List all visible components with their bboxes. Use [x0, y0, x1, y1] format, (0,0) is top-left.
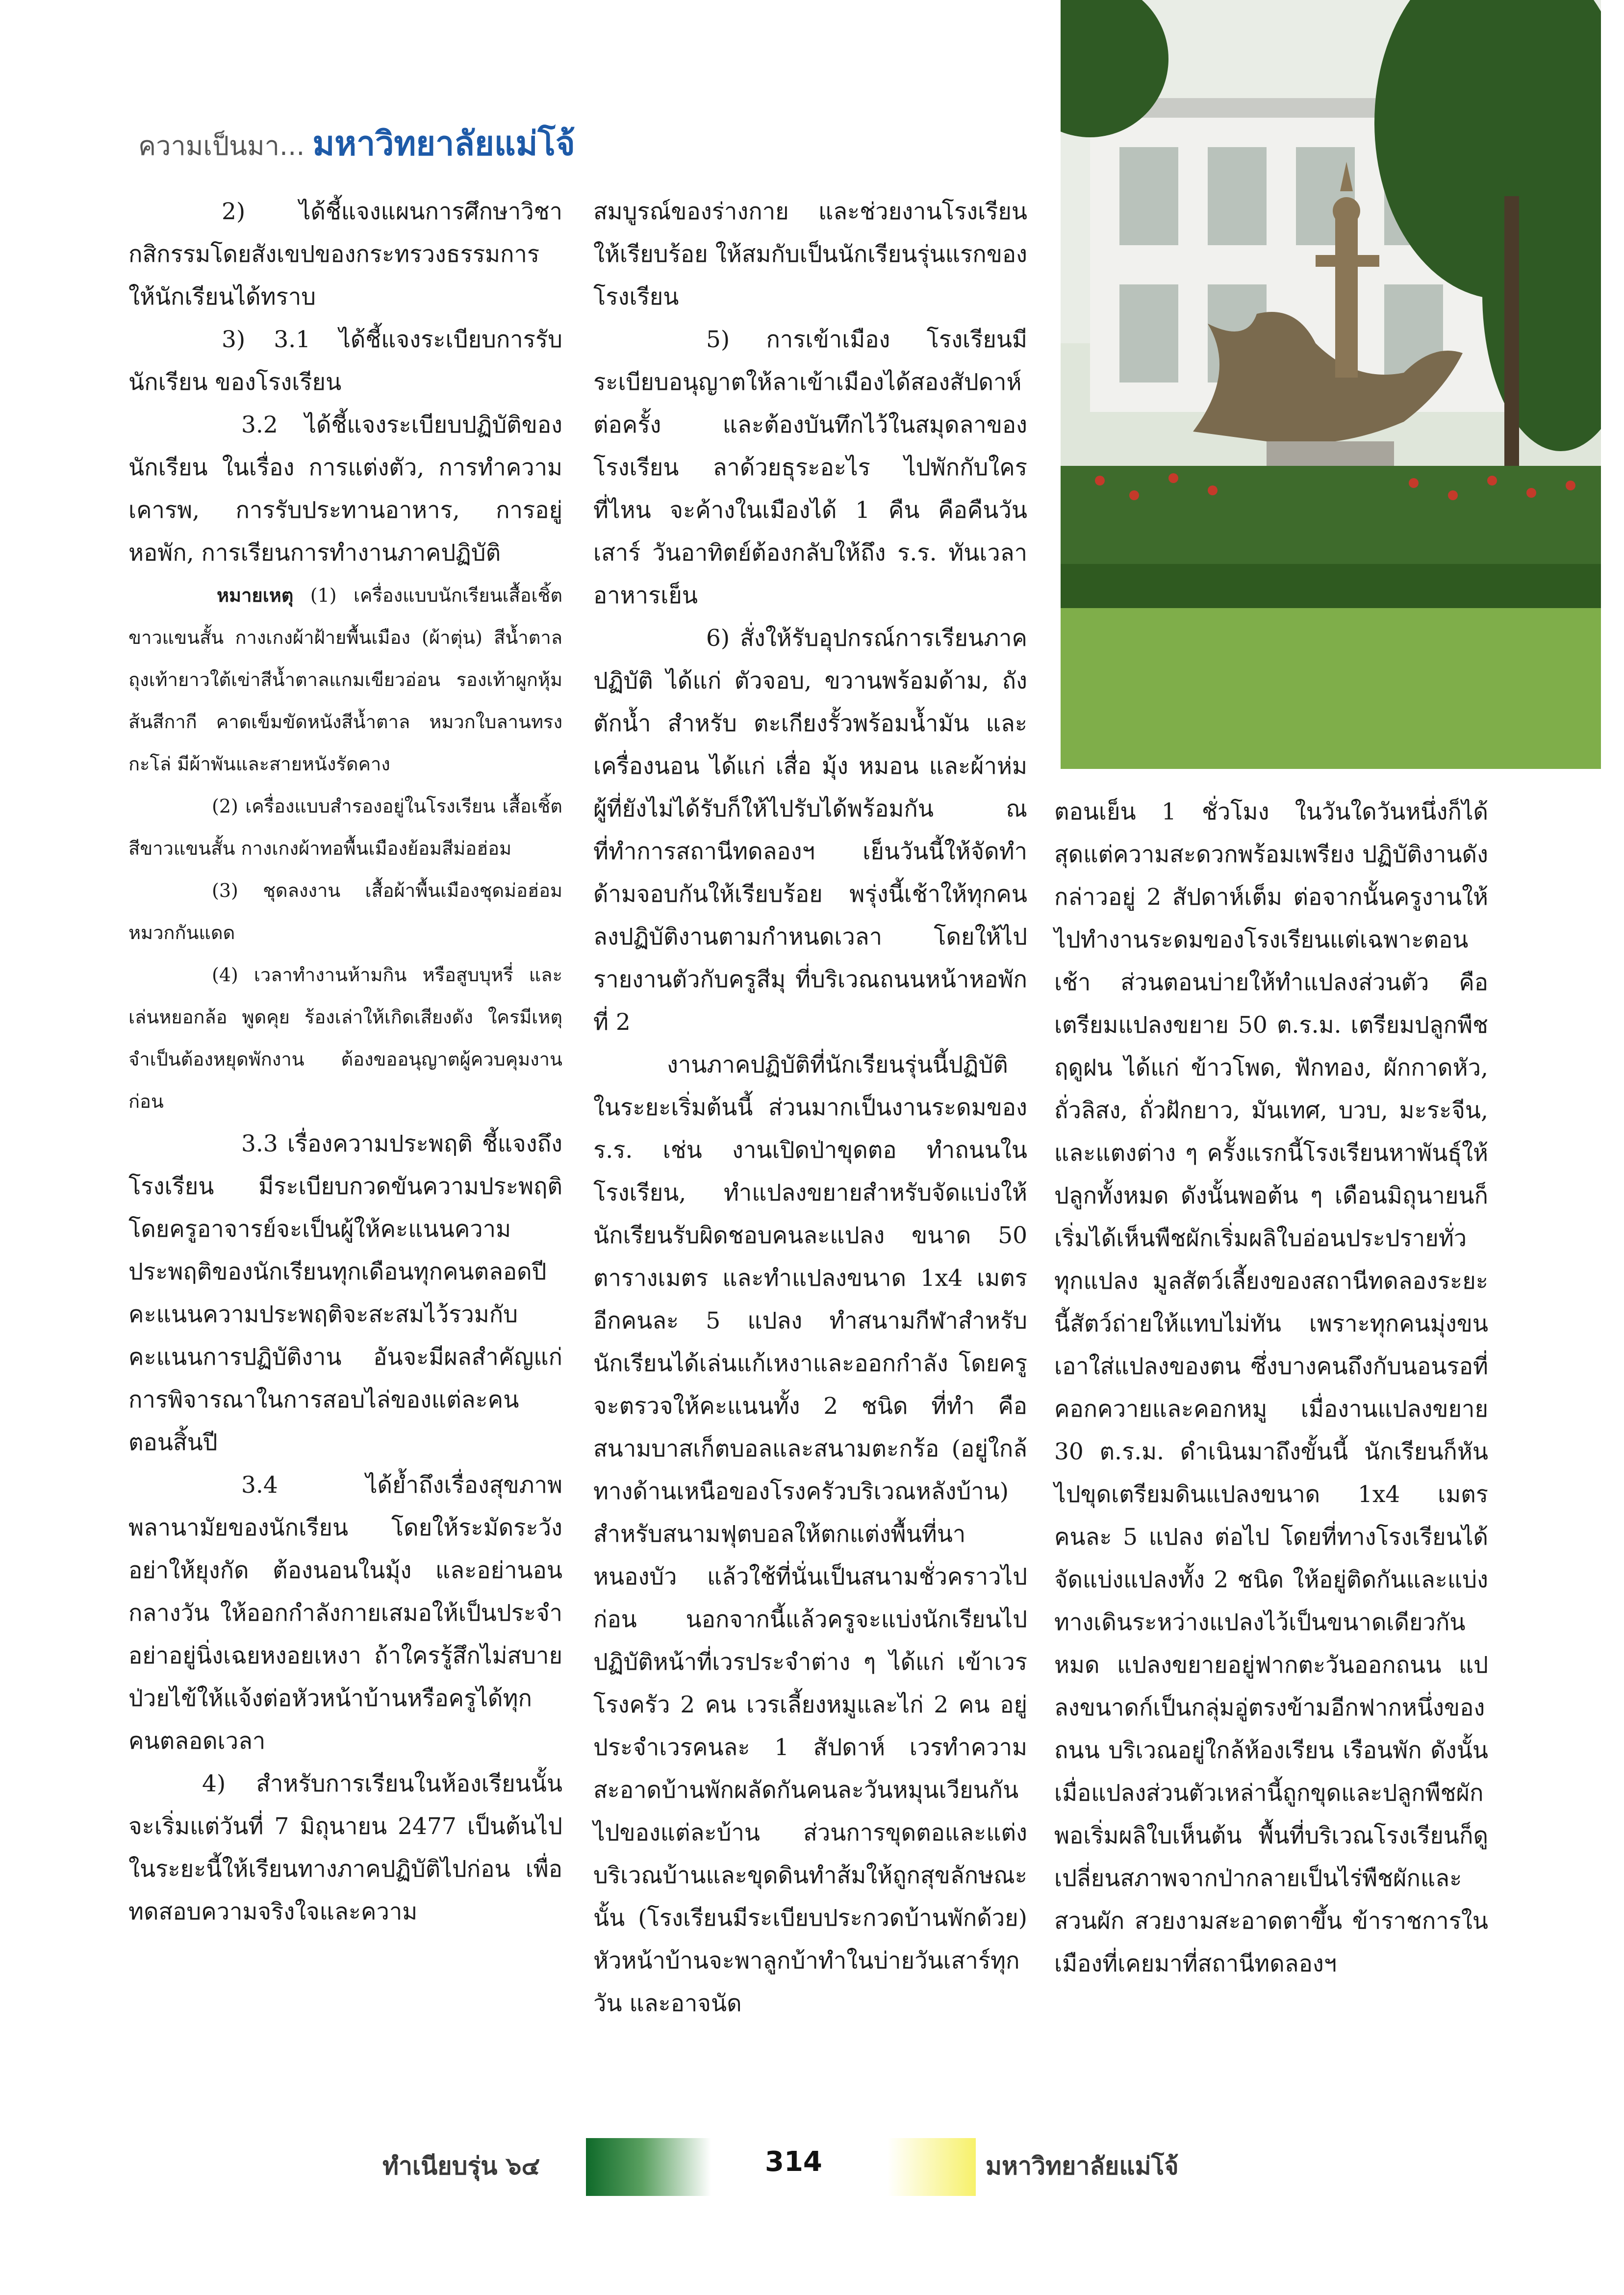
paragraph: 3.2 ได้ชี้แจงระเบียบปฏิบัติของนักเรียน ในเรื่อง การแต่งตัว, การทำความเคารพ, การรับประทานอาหาร, การอยู่หอพัก, การเรียนการทำงานภาคปฏิบัติ — [128, 411, 562, 566]
paragraph: งานภาคปฏิบัติที่นักเรียนรุ่นนี้ปฏิบัติในระยะเริ่มต้นนี้ ส่วนมากเป็นงานระดมของ ร.ร. เช่น งานเปิดป่าขุดตอ ทำถนนในโรงเรียน, ทำแปลงขยายสำหรับจัดแบ่งให้นักเรียนรับผิดชอบคนละแปลง ขนาด 50 ตารางเมตร และทำแปลงขนาด 1x4 เมตร อีกคนละ 5 แปลง ทำสนามกีฬาสำหรับนักเรียนได้เล่นแก้เหงาและออกกำลัง โดยครูจะตรวจให้คะแนนทั้ง 2 ชนิด ที่ทำ คือ สนามบาสเก็ตบอลและสนามตะกร้อ (อยู่ใกล้ทางด้านเหนือของโรงครัวบริเวณหลังบ้าน) สำหรับสนามฟุตบอลให้ตกแต่งพื้นที่นาหนองบัว แล้วใช้ที่นั่นเป็นสนามชั่วคราวไปก่อน นอกจากนี้แล้วครูจะแบ่งนักเรียนไปปฏิบัติหน้าที่เวรประจำต่าง ๆ ได้แก่ เข้าเวรโรงครัว 2 คน เวรเลี้ยงหมูและไก่ 2 คน อยู่ประจำเวรคนละ 1 สัปดาห์ เวรทำความสะอาดบ้านพักผลัดกันคนละวันหมุนเวียนกันไปของแต่ละบ้าน ส่วนการขุดตอและแต่งบริเวณบ้านและขุดดินทำส้มให้ถูกสุขลักษณะนั้น (โรงเรียนมีระเบียบประกวดบ้านพักด้วย) หัวหน้าบ้านจะพาลูกบ้าทำในบ่ายวันเสาร์ทุกวัน และอาจนัด — [593, 1051, 1027, 2017]
footer-yellow-gradient — [888, 2138, 976, 2196]
paragraph: ตอนเย็น 1 ชั่วโมง ในวันใดวันหนึ่งก็ได้ สุดแต่ความสะดวกพร้อมเพรียง ปฏิบัติงานดังกล่าวอยู่ 2 สัปดาห์เต็ม ต่อจากนั้นครูงานให้ไปทำงานระดมของโรงเรียนแต่เฉพาะตอนเช้า ส่วนตอนบ่ายให้ทำแปลงส่วนตัว คือเตรียมแปลงขยาย 50 ต.ร.ม. เตรียมปลูกพืชฤดูฝน ได้แก่ ข้าวโพด, ฟักทอง, ผักกาดหัว, ถั่วลิสง, ถั่วฝักยาว, มันเทศ, บวบ, มะระจีน, และแตงต่าง ๆ ครั้งแรกนี้โรงเรียนหาพันธุ์ให้ปลูกทั้งหมด ดังนั้นพอต้น ๆ เดือนมิถุนายนก็เริ่มได้เห็นพืชผักเริ่มผลิใบอ่อนประปรายทั่วทุกแปลง มูลสัตว์เลี้ยงของสถานีทดลองระยะนี้สัตว์ถ่ายให้แทบไม่ทัน เพราะทุกคนมุ่งขนเอาใส่แปลงของตน ซึ่งบางคนถึงกับนอนรอที่คอกควายและคอกหมู เมื่องานแปลงขยาย 30 ต.ร.ม. ดำเนินมาถึงขั้นนี้ นักเรียนก็หันไปขุดเตรียมดินแปลงขนาด 1x4 เมตร คนละ 5 แปลง ต่อไป โดยที่ทางโรงเรียนได้จัดแบ่งแปลงทั้ง 2 ชนิด ให้อยู่ติดกันและแบ่งทางเดินระหว่างแปลงไว้เป็นขนาดเดียวกันหมด แปลงขยายอยู่ฟากตะวันออกถนน แปลงขนาดก์เป็นกลุ่มอู่ตรงข้ามอีกฟากหนึ่งของถนน บริเวณอยู่ใกล้ห้องเรียน เรือนพัก ดังนั้นเมื่อแปลงส่วนตัวเหล่านี้ถูกขุดและปลูกพืชผักพอเริ่มผลิใบเห็นต้น พื้นที่บริเวณโรงเรียนก็ดูเปลี่ยนสภาพจากป่ากลายเป็นไร่พืชผักและสวนผัก สวยงามสะอาดตาขึ้น ข้าราชการในเมืองที่เคยมาที่สถานีทดลองฯ — [1054, 798, 1488, 1977]
text-column-3 — [1054, 790, 1488, 1985]
header-title: มหาวิทยาลัยแม่โจ้ — [312, 125, 575, 163]
note-label: หมายเหตุ — [217, 584, 294, 606]
footer-university: มหาวิทยาลัยแม่โจ้ — [986, 2152, 1179, 2180]
low-hedge — [1061, 564, 1601, 608]
page-number: 314 — [765, 2146, 822, 2178]
note-item: (2) เครื่องแบบสำรองอยู่ในโรงเรียน เสื้อเชิ้ตสีขาวแขนสั้น กางเกงผ้าทอพื้นเมืองย้อมสีม่อฮ่อม — [128, 795, 562, 859]
footer-publication: ทำเนียบรุ่น ๖๔ — [382, 2152, 540, 2180]
paragraph: 3.4 ได้ย้ำถึงเรื่องสุขภาพพลานามัยของนักเรียน โดยให้ระมัดระวังอย่าให้ยุงกัด ต้องนอนในมุ้ง และอย่านอนกลางวัน ให้ออกกำลังกายเสมอให้เป็นประจำ อย่าอยู่นิ่งเฉยหงอยเหงา ถ้าใครรู้สึกไม่สบายป่วยไข้ให้แจ้งต่อหัวหน้าบ้านหรือครูได้ทุกคนตลอดเวลา — [128, 1472, 562, 1755]
note-item: (4) เวลาทำงานห้ามกิน หรือสูบบุหรี่ และเล่นหยอกล้อ พูดคุย ร้องเล่าให้เกิดเสียงดัง ใครมีเหตุจำเป็นต้องหยุดพักงาน ต้องขออนุญาตผู้ควบคุมงานก่อน — [128, 964, 562, 1112]
paragraph: 3.3 เรื่องความประพฤติ ชี้แจงถึงโรงเรียน มีระเบียบกวดขันความประพฤติ โดยครูอาจารย์จะเป็นผู้ให้คะแนนความประพฤติของนักเรียนทุกเดือนทุกคนตลอดปี คะแนนความประพฤติจะสะสมไว้รวมกับคะแนนการปฏิบัติงาน อันจะมีผลสำคัญแก่การพิจารณาในการสอบไล่ของแต่ละคนตอนสิ้นปี — [128, 1130, 562, 1456]
hedge — [1061, 466, 1601, 564]
paragraph: 4) สำหรับการเรียนในห้องเรียนนั้น จะเริ่มแต่วันที่ 7 มิถุนายน 2477 เป็นต้นไป ในระยะนี้ให้เรียนทางภาคปฏิบัติไปก่อน เพื่อทดสอบความจริงใจและความ — [128, 1770, 562, 1925]
header-prefix: ความเป็นมา... — [138, 130, 305, 161]
photo-illustration — [1061, 0, 1601, 769]
note-paragraph — [128, 574, 562, 785]
paragraph: 2) ได้ชี้แจงแผนการศึกษาวิชากสิกรรมโดยสังเขปของกระทรวงธรรมการให้นักเรียนได้ทราบ — [128, 198, 562, 310]
note-item: (1) เครื่องแบบนักเรียนเสื้อเชิ้ตขาวแขนสั้น กางเกงผ้าฝ้ายพื้นเมือง (ผ้าตุ่น) สีน้ำตาล ถุงเท้ายาวใต้เข่าสีน้ำตาลแกมเขียวอ่อน รองเท้าผูกหุ้มส้นสีกากี คาดเข็มขัดหนังสีน้ำตาล หมวกใบลานทรงกะโล่ มีผ้าพันและสายหนังรัดคาง — [128, 585, 562, 775]
campus-statue-photo — [1061, 0, 1601, 769]
paragraph: 6) สั่งให้รับอุปกรณ์การเรียนภาคปฏิบัติ ได้แก่ ตัวจอบ, ขวานพร้อมด้าม, ถังตักน้ำ สำหรับ ตะเกียงรั้วพร้อมน้ำมัน และเครื่องนอน ได้แก่ เสื่อ มุ้ง หมอน และผ้าห่ม ผู้ที่ยังไม่ได้รับก็ให้ไปรับได้พร้อมกัน ณ ที่ทำการสถานีทดลองฯ เย็นวันนี้ให้จัดทำด้ามจอบกันให้เรียบร้อย พรุ่งนี้เช้าให้ทุกคนลงปฏิบัติงานตามกำหนดเวลา โดยให้ไปรายงานตัวกับครูสีมุ ที่บริเวณถนนหน้าหอพักที่ 2 — [593, 625, 1027, 1036]
paragraph: สมบูรณ์ของร่างกาย และช่วยงานโรงเรียนให้เรียบร้อย ให้สมกับเป็นนักเรียนรุ่นแรกของโรงเรียน — [593, 198, 1027, 310]
page-footer — [0, 2138, 1624, 2197]
page-header — [138, 117, 575, 170]
text-column-2 — [593, 190, 1027, 2025]
tree-trunk — [1504, 196, 1519, 500]
note-item: (3) ชุดลงงาน เสื้อผ้าพื้นเมืองชุดม่อฮ่อม หมวกกันแดด — [128, 880, 562, 944]
paragraph: 3) 3.1 ได้ชี้แจงระเบียบการรับนักเรียน ของโรงเรียน — [128, 326, 562, 396]
text-column-1 — [128, 190, 562, 1933]
paragraph: 5) การเข้าเมือง โรงเรียนมีระเบียบอนุญาตให้ลาเข้าเมืองได้สองสัปดาห์ต่อครั้ง และต้องบันทึกไว้ในสมุดลาของโรงเรียน ลาด้วยธุระอะไร ไปพักกับใครที่ไหน จะค้างในเมืองได้ 1 คืน คือคืนวันเสาร์ วันอาทิตย์ต้องกลับให้ถึง ร.ร. ทันเวลาอาหารเย็น — [593, 326, 1027, 609]
footer-green-gradient — [586, 2138, 711, 2196]
lawn — [1061, 608, 1601, 769]
